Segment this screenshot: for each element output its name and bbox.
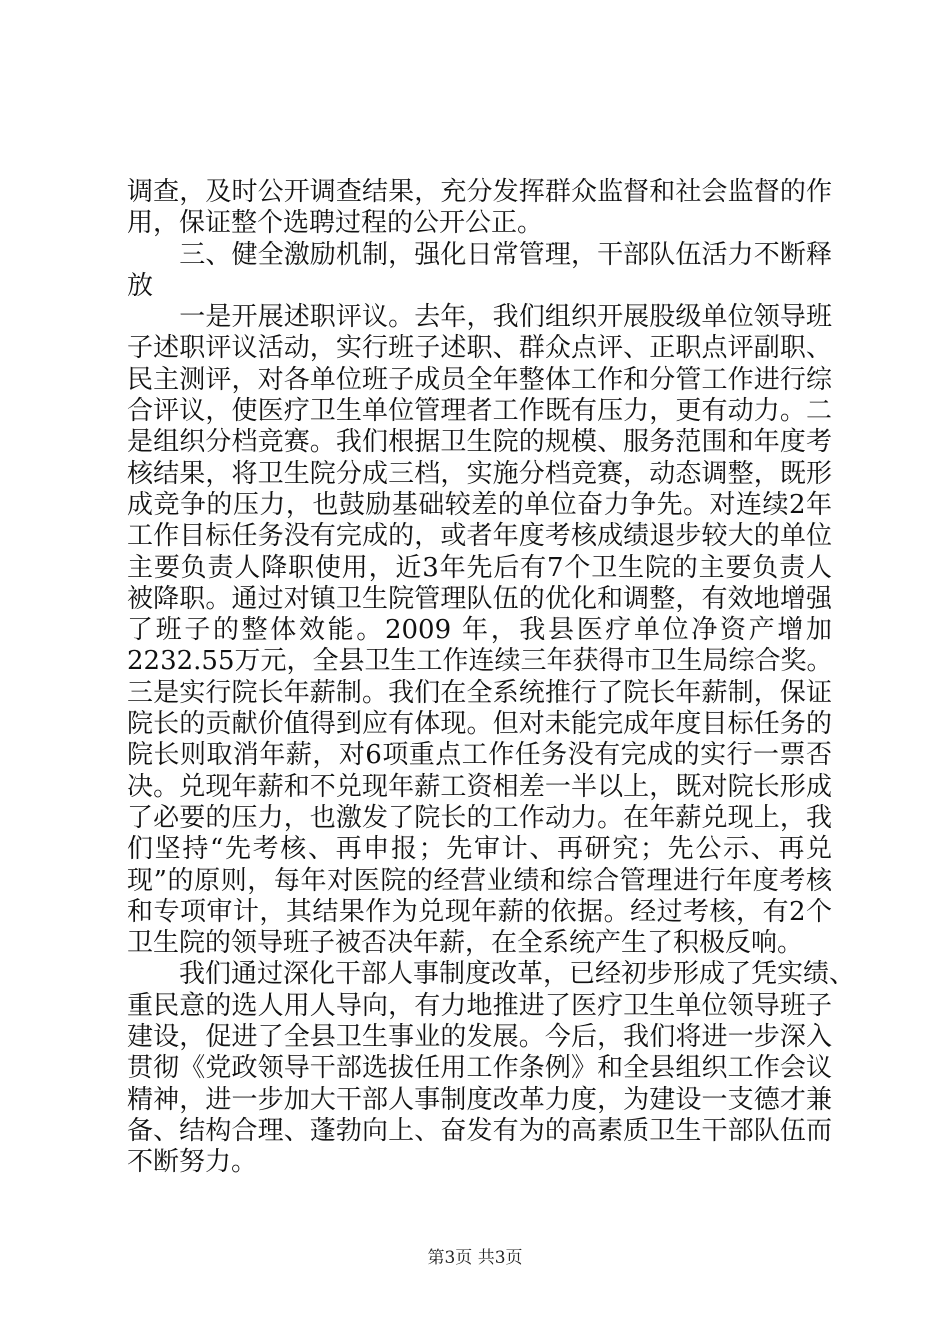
text-line: 了必要的压力，也激发了院长的工作动力。在年薪兑现上，我 bbox=[127, 802, 832, 833]
text-line: 院长的贡献价值得到应有体现。但对未能完成年度目标任务的 bbox=[127, 709, 832, 740]
text-line: 一是开展述职评议。去年，我们组织开展股级单位领导班 bbox=[127, 302, 832, 333]
page-footer bbox=[0, 1243, 950, 1268]
text-line: 调查，及时公开调查结果，充分发挥群众监督和社会监督的作 bbox=[127, 177, 832, 207]
text-line: 子述职评议活动，实行班子述职、群众点评、正职点评副职、 bbox=[127, 333, 832, 364]
text-line: 们坚持“先考核、再申报；先审计、再研究；先公示、再兑 bbox=[127, 834, 832, 865]
text-line: 现”的原则，每年对医院的经营业绩和综合管理进行年度考核 bbox=[127, 865, 832, 896]
page-number-label: 第3页 共3页 bbox=[427, 1248, 523, 1268]
text-line: 2232.55万元，全县卫生工作连续三年获得市卫生局综合奖。 bbox=[127, 646, 833, 677]
text-line: 放 bbox=[127, 270, 154, 301]
text-line: 核结果，将卫生院分成三档，实施分档竞赛，动态调整，既形 bbox=[127, 458, 832, 489]
text-line: 建设，促进了全县卫生事业的发展。今后，我们将进一步深入 bbox=[127, 1022, 832, 1053]
text-line: 我们通过深化干部人事制度改革，已经初步形成了凭实绩、 bbox=[127, 959, 856, 990]
text-line: 不断努力。 bbox=[127, 1147, 258, 1178]
text-line: 决。兑现年薪和不兑现年薪工资相差一半以上，既对院长形成 bbox=[127, 771, 832, 802]
text-line: 三、健全激励机制，强化日常管理，干部队伍活力不断释 bbox=[127, 239, 832, 270]
text-line: 用，保证整个选聘过程的公开公正。 bbox=[127, 208, 544, 239]
text-line: 被降职。通过对镇卫生院管理队伍的优化和调整，有效地增强 bbox=[127, 583, 832, 614]
text-line: 备、结构合理、蓬勃向上、奋发有为的高素质卫生干部队伍而 bbox=[127, 1115, 832, 1146]
text-line: 工作目标任务没有完成的，或者年度考核成绩退步较大的单位 bbox=[127, 521, 832, 552]
text-line: 合评议，使医疗卫生单位管理者工作既有压力，更有动力。二 bbox=[127, 396, 832, 427]
text-line: 和专项审计，其结果作为兑现年薪的依据。经过考核，有2个 bbox=[127, 896, 832, 927]
text-line: 成竞争的压力，也鼓励基础较差的单位奋力争先。对连续2年 bbox=[127, 489, 832, 520]
text-line: 精神，进一步加大干部人事制度改革力度，为建设一支德才兼 bbox=[127, 1084, 832, 1115]
text-line: 卫生院的领导班子被否决年薪，在全系统产生了积极反响。 bbox=[127, 928, 804, 959]
text-line: 三是实行院长年薪制。我们在全系统推行了院长年薪制，保证 bbox=[127, 677, 832, 708]
text-line: 了班子的整体效能。2009 年，我县医疗单位净资产增加 bbox=[127, 615, 832, 646]
text-line: 民主测评，对各单位班子成员全年整体工作和分管工作进行综 bbox=[127, 364, 832, 395]
text-line: 重民意的选人用人导向，有力地推进了医疗卫生单位领导班子 bbox=[127, 990, 832, 1021]
text-line: 是组织分档竞赛。我们根据卫生院的规模、服务范围和年度考 bbox=[127, 427, 832, 458]
text-line: 主要负责人降职使用，近3年先后有7个卫生院的主要负责人 bbox=[127, 552, 832, 583]
document-body bbox=[127, 177, 856, 1179]
text-line: 贯彻《党政领导干部选拔任用工作条例》和全县组织工作会议 bbox=[127, 1053, 832, 1084]
text-line: 院长则取消年薪，对6项重点工作任务没有完成的实行一票否 bbox=[127, 740, 832, 771]
